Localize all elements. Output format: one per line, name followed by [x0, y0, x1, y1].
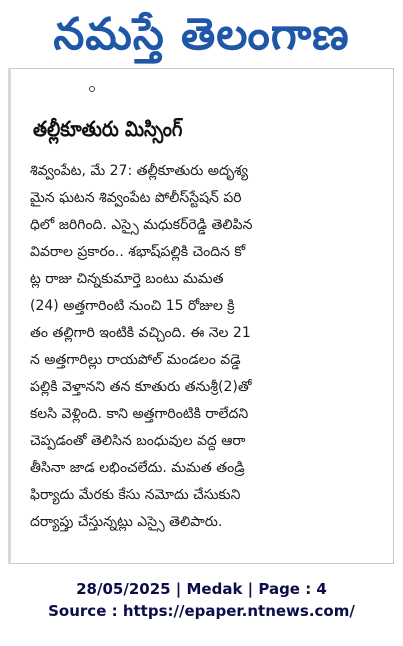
clip-mark-icon: [89, 86, 95, 92]
article-line: (24) అత్తగారింటి నుంచి 15 రోజుల క్రి: [30, 298, 235, 314]
article-line: దర్యాప్తు చేస్తున్నట్లు ఎస్సై తెలిపారు.: [30, 514, 223, 530]
article-line: పల్లికి వెళ్తానని తన కూతురు తనుశ్రీ(2)తో: [30, 379, 252, 395]
article-line: ట్ల రాజు చిన్నకుమార్తె బంటు మమత: [30, 271, 224, 287]
masthead-title: నమస్తే తెలంగాణ: [53, 9, 350, 60]
article-line: ఫిర్యాదు మేరకు కేసు నమోదు చేసుకుని: [30, 487, 241, 503]
article-line: తీసినా జాడ లభించలేదు. మమత తండ్రి: [30, 460, 245, 476]
article-body: [30, 158, 380, 536]
article-headline: తల్లీకూతురు మిస్సింగ్: [33, 117, 183, 141]
article-line: న అత్తగారిల్లు రాయపోల్ మండలం వడ్డె: [30, 352, 241, 368]
article-line: మైన ఘటన శివ్వంపేట పోలీస్‌స్టేషన్ పరి: [30, 190, 242, 206]
article-line: చెప్పడంతో తెలిసిన బంధువుల వద్ద ఆరా: [30, 433, 246, 449]
clipping-edge: [8, 68, 11, 564]
article-line: తం తల్లిగారి ఇంటికి వచ్చింది. ఈ నెల 21: [30, 325, 251, 341]
clipping-footer: [0, 578, 403, 622]
masthead-logo: [6, 8, 397, 62]
footer-meta: 28/05/2025 | Medak | Page : 4: [76, 580, 327, 598]
article-line: వివరాల ప్రకారం.. శభాష్‌పల్లికి చెందిన కో: [30, 244, 246, 260]
footer-source[interactable]: Source : https://epaper.ntnews.com/: [48, 602, 355, 620]
article-line: ధిలో జరిగింది. ఎస్సై మధుకర్‌రెడ్డి తెలిపిన: [30, 217, 253, 233]
article-line: కలసి వెళ్లింది. కాని అత్తగారింటికి రాలేదని: [30, 406, 249, 422]
article-line: శివ్వంపేట, మే 27: తల్లీకూతురు అదృశ్య: [30, 163, 249, 179]
